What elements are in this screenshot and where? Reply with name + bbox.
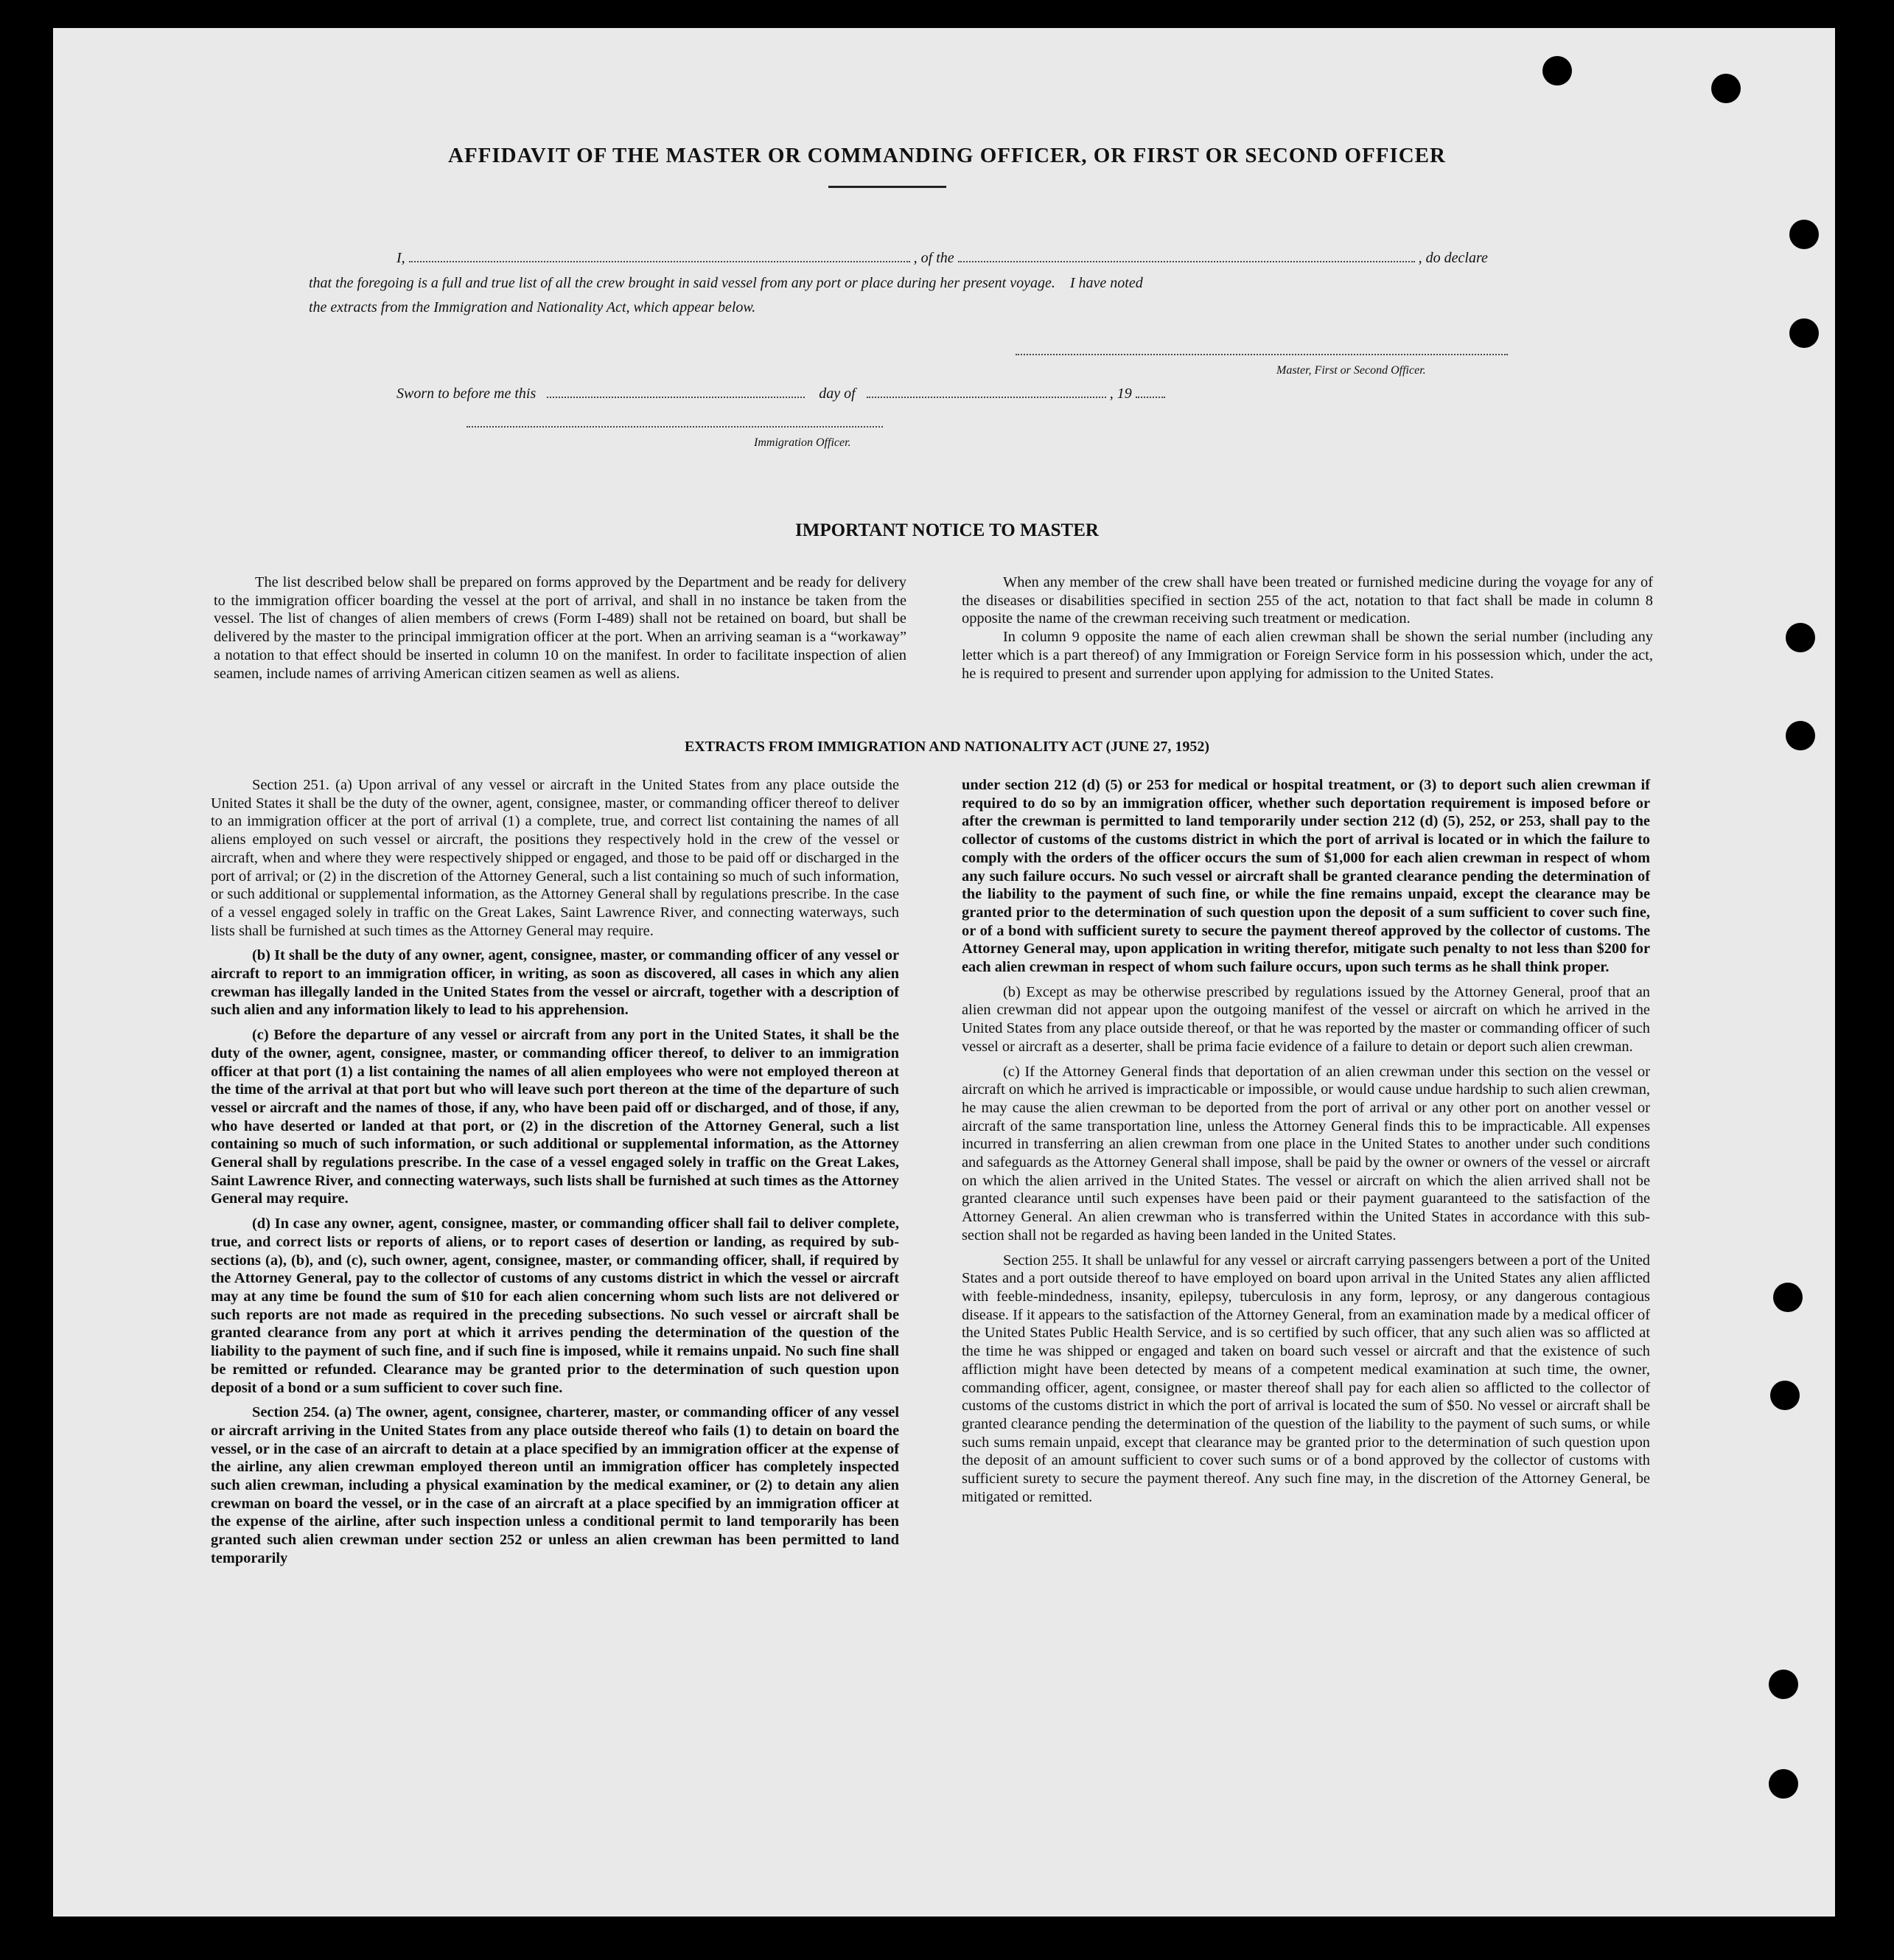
sworn-line [396,383,1165,402]
section-254-a-continued: under section 212 (d) (5) or 253 for medical or hospital treatment, or (3) to deport such alien crewman if required to do so by an immigration officer, whether such deportation requirement is imposed before or after the crewman is permitted to land temporarily under section 212 (d) (5), 252, or 253, shall pay to the collector of customs of the customs district in which the port of arrival is located or in which the failure to comply with the orders of the officer occurs the sum of $1,000 for each alien crewman in respect of whom any such failure occurs. No such vessel or aircraft shall be granted clearance pending the determination of the liability to the payment of such fine, or while the fine remains unpaid, except the clearance may be granted prior to the determination of such question upon the deposit of a sum sufficient to cover such fine, or of a bond with sufficient surety to secure the payment thereof approved by the collector of customs. The Attorney General may, upon application in writing therefor, mitigate such penalty to not less than $200 for each alien crewman in respect of whom such failure occurs, upon such terms as he shall think proper. [962,777,1650,976]
punch-hole [1542,56,1572,86]
sworn-month-field[interactable] [867,383,1106,398]
section-254-c: (c) If the Attorney General finds that deportation of an alien crewman under this section on the vessel or aircraft on which he arrived is impracticable or impossible, or would cause undue hardship to such alien crewman, he may cause the alien crewman to be deported from the port of arrival or any other port on another vessel or aircraft of the same transportation line, unless the Attorney General finds this to be impracticable. All expenses incurred in transferring an alien crewman from one place in the United States to another under such conditions and safeguards as the Attorney General shall impose, shall be paid by the owner or owners of the vessel or aircraft on which the alien arrived in the United States. The vessel or aircraft on which the alien arrived shall not be granted clearance until such expenses have been paid or their payment guaranteed to the satisfaction of the Attorney General. An alien crewman who is transferred within the United States in accordance with this sub-section shall not be regarded as having been landed in the United States. [962,1063,1650,1244]
notice-right-paragraph-1: When any member of the crew shall have been treated or furnished medicine during the voyage for any of the diseases or disabilities specified in section 255 of the act, notation to that fact shall be made in column 8 opposite the name of the crewman receiving such treatment or medication. [962,574,1653,627]
notice-right-column [962,573,1653,689]
immigration-officer-label: Immigration Officer. [754,436,851,449]
declaration-declare-label: , do declare [1418,250,1488,266]
punch-hole [1769,1670,1798,1699]
punch-hole [1711,74,1741,103]
declaration-of-label: , of the [913,250,954,266]
punch-hole [1773,1283,1803,1312]
punch-hole [1789,220,1819,249]
declaration-i-label: I, [396,250,405,266]
notice-heading: IMPORTANT NOTICE TO MASTER [795,520,1099,540]
punch-hole [1770,1381,1800,1410]
section-251-d: (d) In case any owner, agent, consignee, master, or commanding officer shall fail to deliver complete, true, and correct lists or reports of aliens, or to report cases of desertion or landing, as required by sub-sections (a), (b), and (c), such owner, agent, consignee, master, or commanding officer, shall, if required by the Attorney General, pay to the collector of customs of any customs district in which the vessel or aircraft may at any time be found the sum of $10 for each alien concerning whom such lists are not delivered or such reports are not made as required in the preceding subsections. No such vessel or aircraft shall be granted clearance from any port at which it arrives pending the determination of the question of the liability to the payment of such fine, and if such fine is imposed, while it remains unpaid. No such fine shall be remitted or refunded. Clearance may be granted prior to the determination of such question upon deposit of a bond or a sum sufficient to cover such fine. [211,1216,899,1396]
section-254-b: (b) Except as may be otherwise prescribed by regulations issued by the Attorney General, proof that an alien crewman did not appear upon the outgoing manifest of the vessel or aircraft on which he arrived in the United States from any place outside thereof, or that he was reported by the master or commanding officer of such vessel or aircraft as a deserter, shall be prima facie evidence of a failure to detain or deport such alien crewman. [962,983,1650,1055]
notice-right-paragraph-2: In column 9 opposite the name of each alien crewman shall be shown the serial number (including any letter which is a part thereof) of any Immigration or Foreign Service form in his possession which, under the act, he is required to present and surrender upon applying for admission to the United States. [962,629,1653,682]
punch-hole [1769,1769,1798,1799]
punch-hole [1786,623,1815,652]
declarant-name-field[interactable] [409,248,910,262]
master-signature-field[interactable] [1016,354,1508,355]
vessel-name-field[interactable] [958,248,1415,262]
section-255: Section 255. It shall be unlawful for any vessel or aircraft carrying passengers between a port of the United States and a port outside thereof to have employed on board upon arrival in the United States any alien afflicted with feeble-mindedness, insanity, epilepsy, tuberculosis in any form, leprosy, or any dangerous contagious disease. If it appears to the satisfaction of the Attorney General, from an examination made by a medical officer of the United States Public Health Service, and is so certified by such officer, that any such alien was so afflicted at the time he was shipped or engaged and taken on board such vessel or aircraft and that the existence of such affliction might have been detected by means of a competent medical examination at such time, the owner, commanding officer, agent, consignee, or master thereof shall pay for each alien so afflicted to the collector of customs of the customs district in which the port of arrival is located the sum of $50. No vessel or aircraft shall be granted clearance pending the determination of the question of the liability to the payment of such sums, or while such sums remain unpaid, except that clearance may be granted prior to the determination of such question upon the deposit of an amount sufficient to cover such sums or of a bond approved by the collector of customs with sufficient surety to secure the payment thereof. Any such fine may, in the discretion of the Attorney General, be mitigated or remitted. [962,1252,1650,1505]
day-of-label: day of [819,386,856,402]
extracts-left-column [211,776,899,1574]
master-signature-label: Master, First or Second Officer. [1276,364,1426,377]
affidavit-title: AFFIDAVIT OF THE MASTER OR COMMANDING OFFICER, OR FIRST OR SECOND OFFICER [448,144,1446,167]
immigration-officer-signature-field[interactable] [466,426,883,428]
sworn-date-field[interactable] [547,383,805,398]
declaration-line-1 [309,248,1512,267]
declaration-line-3: the extracts from the Immigration and Nationality Act, which appear below. [309,299,756,315]
sworn-year-field[interactable] [1136,383,1165,398]
section-251-b: (b) It shall be the duty of any owner, agent, consignee, master, or commanding officer of any vessel or aircraft to report to an immigration officer, in writing, as soon as discovered, all cases in which any alien crewman has illegally landed in the United States from the vessel or aircraft, together with a description of such alien and any information likely to lead to his apprehension. [211,947,899,1019]
extracts-heading: EXTRACTS FROM IMMIGRATION AND NATIONALITY ACT (JUNE 27, 1952) [684,739,1210,755]
declaration-line-2: that the foregoing is a full and true list of all the crew brought in said vessel from any port or place during her present voyage. I have noted [309,275,1143,291]
section-251-a: Section 251. (a) Upon arrival of any vessel or aircraft in the United States from any place outside the United States it shall be the duty of the owner, agent, consignee, master, or commanding officer thereof to deliver to an immigration officer at the port of arrival (1) a complete, true, and correct list containing the names of all aliens employed on such vessel or aircraft, the positions they respectively hold in the crew of the vessel or aircraft, when and where they were respectively shipped or engaged, and those to be paid off or discharged in the port of arrival; or (2) in the discretion of the Attorney General, such a list containing so much of such information, or such additional or supplemental information, as the Attorney General shall by regulations prescribe. In the case of a vessel engaged solely in traffic on the Great Lakes, Saint Lawrence River, and connecting waterways, such lists shall be furnished at such times as the Attorney General may require. [211,777,899,939]
punch-hole [1789,318,1819,348]
notice-left-paragraph: The list described below shall be prepared on forms approved by the Department and be ready for delivery to the immigration officer boarding the vessel at the port of arrival, and shall in no instance be taken from the vessel. The list of changes of alien members of crews (Form I-489) shall not be retained on board, but shall be delivered by the master to the principal immigration officer at the port. When an arriving seaman is a “workaway” a notation to that effect should be inserted in column 10 on the manifest. In order to facilitate inspection of alien seamen, include names of arriving American citizen seamen as well as aliens. [214,574,906,682]
section-251-c: (c) Before the departure of any vessel or aircraft from any port in the United States, it shall be the duty of the owner, agent, consignee, master, or commanding officer thereof, to deliver to an immigration officer at that port (1) a list containing the names of all alien employees who were not employed thereon at the time of the arrival at that port but who will leave such port thereon at the time of the departure of such vessel or aircraft and the names of those, if any, who have been paid off or discharged, and of those, if any, who have deserted or landed at that port, or (2) in the discretion of the Attorney General, such a list containing so much of such information, or such additional or supplemental information, as the Attorney General shall by regulations prescribe. In the case of a vessel engaged solely in traffic on the Great Lakes, Saint Lawrence River, and connecting waterways, such lists shall be furnished at such times as the Attorney General may require. [211,1027,899,1207]
extracts-right-column [962,776,1650,1513]
sworn-label: Sworn to before me this [396,386,537,402]
notice-left-column [214,573,906,689]
title-rule [828,186,946,188]
section-254-a: Section 254. (a) The owner, agent, consignee, charterer, master, or commanding officer of any vessel or aircraft arriving in the United States from any place outside thereof who fails (1) to detain on board the vessel, or in the case of an aircraft to detain at a place specified by an immigration officer at the expense of the airline, any alien crewman employed thereon until an immigration officer has completely inspected such alien crewman, including a physical examination by the medical examiner, or (2) to detain any alien crewman on board the vessel, or in the case of an aircraft at a place specified by an immigration officer at the expense of the airline, after such inspection unless a conditional permit to land temporarily has been granted such alien crewman under section 252 or unless an alien crewman has been permitted to land temporarily [211,1404,899,1566]
year-label: , 19 [1109,386,1132,402]
